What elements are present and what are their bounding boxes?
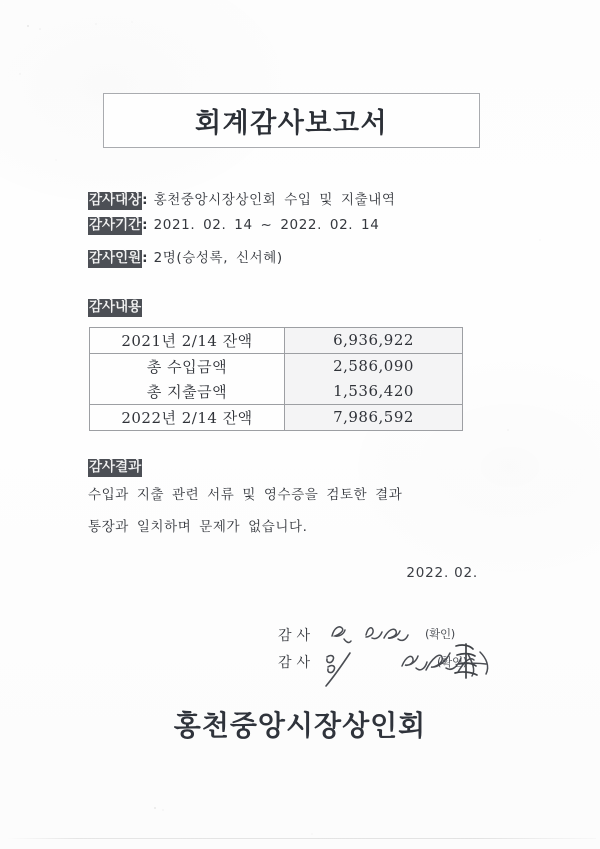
meta-row-audit-period (88, 217, 379, 235)
page-title: 회계감사보고서 (194, 108, 389, 139)
audit-amounts-table (89, 327, 463, 431)
signature-label: 감사 (278, 655, 316, 671)
handwritten-signature-1 (326, 618, 436, 652)
table-row (90, 354, 463, 380)
meta-value-audit-staff: 2명(승성록, 신서혜) (153, 250, 283, 266)
handwritten-signature-2-initial (318, 648, 366, 690)
table-cell-label: 총 수입금액 (90, 354, 285, 380)
meta-value-audit-subject: 홍천중앙시장상인회 수입 및 지출내역 (153, 192, 396, 208)
audit-result-line-1: 수입과 지출 관련 서류 및 영수증을 검토한 결과 (88, 487, 403, 503)
table-row (90, 379, 463, 405)
table-row (90, 405, 463, 431)
meta-label-audit-staff: 감사인원 (89, 250, 142, 266)
document-date: 2022. 02. (406, 565, 478, 581)
section-heading-audit-result (88, 456, 142, 477)
section-heading-audit-result-label: 감사결과 (89, 459, 142, 475)
table-cell-label: 2022년 2/14 잔액 (90, 405, 285, 431)
section-heading-audit-content-label: 감사내용 (89, 299, 142, 315)
meta-label-audit-subject: 감사대상 (89, 192, 142, 208)
meta-value-audit-period: 2021. 02. 14 ~ 2022. 02. 14 (153, 217, 380, 233)
signature-row-2 (278, 652, 324, 672)
meta-separator: : (142, 217, 148, 233)
confirmation-mark-1: (확인) (425, 627, 455, 641)
meta-row-audit-subject (88, 188, 396, 210)
table-cell-label: 총 지출금액 (90, 379, 285, 405)
signature-row-1 (278, 625, 324, 645)
section-heading-audit-content (88, 296, 142, 317)
table-cell-amount: 7,986,592 (285, 405, 463, 431)
meta-separator: : (142, 192, 148, 208)
signature-label: 감사 (278, 628, 316, 644)
table-cell-label: 2021년 2/14 잔액 (90, 328, 285, 354)
document-title-box (103, 93, 480, 148)
audit-result-line-2: 통장과 일치하며 문제가 없습니다. (88, 519, 308, 535)
meta-label-audit-period: 감사기간 (89, 217, 142, 233)
table-cell-amount: 6,936,922 (285, 328, 463, 354)
confirmation-mark-2: (확인) (437, 655, 467, 669)
table-cell-amount: 1,536,420 (285, 379, 463, 405)
meta-row-audit-staff (88, 246, 283, 268)
table-cell-amount: 2,586,090 (285, 354, 463, 380)
table-row (90, 328, 463, 354)
organization-name: 홍천중앙시장상인회 (173, 709, 427, 742)
meta-separator: : (142, 250, 148, 266)
page-edge-line (6, 838, 596, 839)
